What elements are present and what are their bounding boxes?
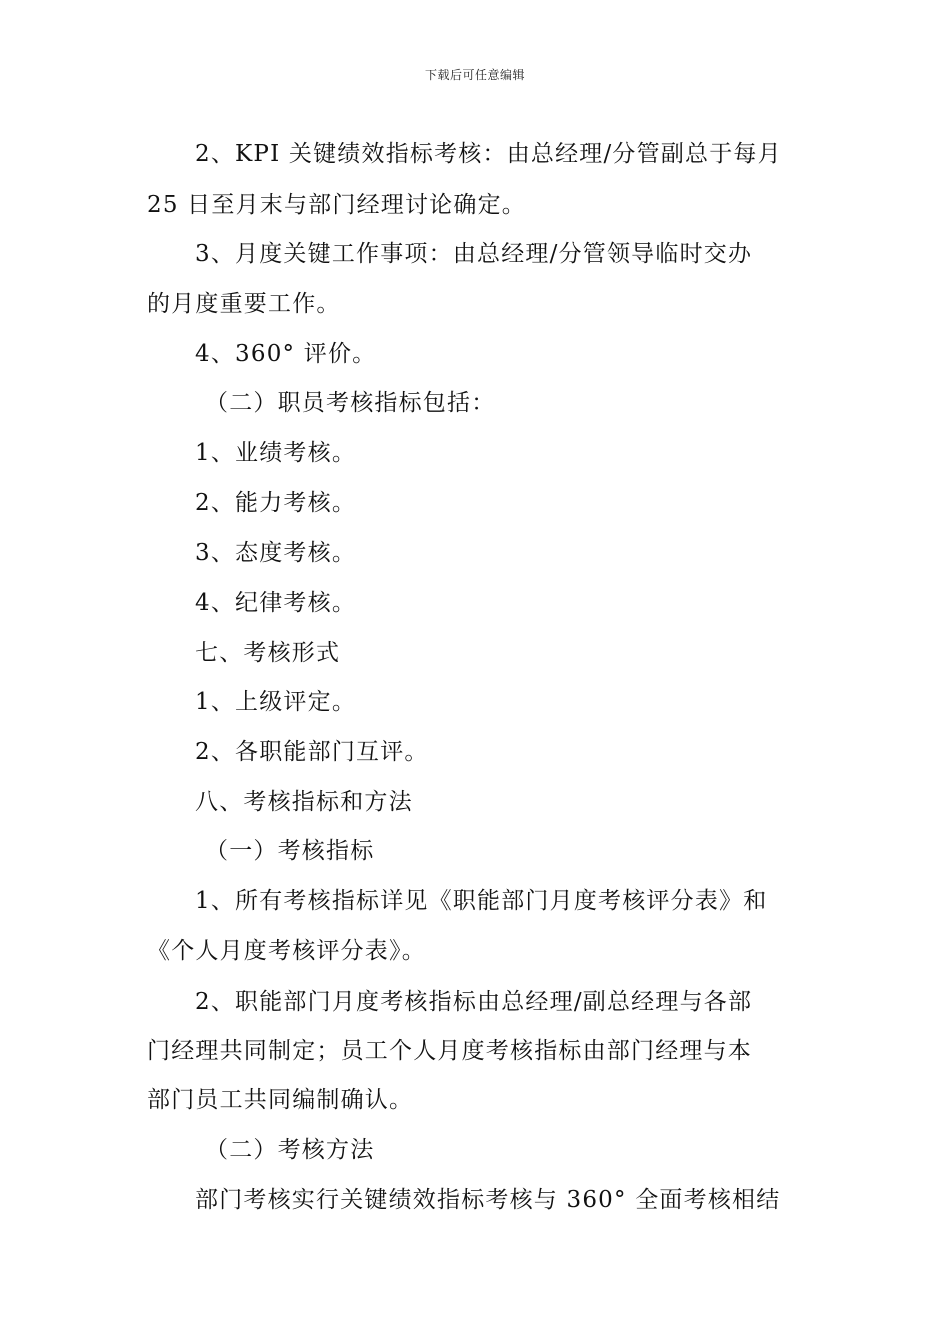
subsection-heading: （一）考核指标 — [205, 838, 375, 864]
paragraph-line: 2、职能部门月度考核指标由总经理/副总经理与各部 — [195, 989, 753, 1015]
paragraph-line: 部门员工共同编制确认。 — [147, 1087, 414, 1113]
paragraph-line: 1、业绩考核。 — [195, 440, 357, 466]
section-heading: 八、考核指标和方法 — [195, 789, 413, 815]
paragraph-line: 1、所有考核指标详见《职能部门月度考核评分表》和 — [195, 888, 768, 914]
section-heading: 七、考核形式 — [195, 640, 341, 666]
paragraph-line: 4、纪律考核。 — [195, 590, 357, 616]
subsection-heading: （二）考核方法 — [205, 1137, 375, 1163]
paragraph-line: 25 日至月末与部门经理讨论确定。 — [147, 192, 526, 218]
paragraph-line: 2、KPI 关键绩效指标考核：由总经理/分管副总于每月 — [195, 141, 782, 167]
paragraph-line: 3、月度关键工作事项：由总经理/分管领导临时交办 — [195, 241, 753, 267]
paragraph-line: 门经理共同制定；员工个人月度考核指标由部门经理与本 — [147, 1038, 752, 1064]
paragraph-line: 部门考核实行关键绩效指标考核与 360° 全面考核相结 — [195, 1187, 781, 1213]
header-note: 下载后可任意编辑 — [424, 68, 525, 82]
paragraph-line: 4、360° 评价。 — [195, 341, 377, 367]
paragraph-line: 的月度重要工作。 — [147, 291, 341, 317]
paragraph-line: 《个人月度考核评分表》。 — [147, 938, 426, 964]
paragraph-line: （二）职员考核指标包括： — [205, 390, 496, 416]
paragraph-line: 2、各职能部门互评。 — [195, 739, 429, 765]
paragraph-line: 3、态度考核。 — [195, 540, 357, 566]
paragraph-line: 2、能力考核。 — [195, 490, 357, 516]
paragraph-line: 1、上级评定。 — [195, 689, 357, 715]
